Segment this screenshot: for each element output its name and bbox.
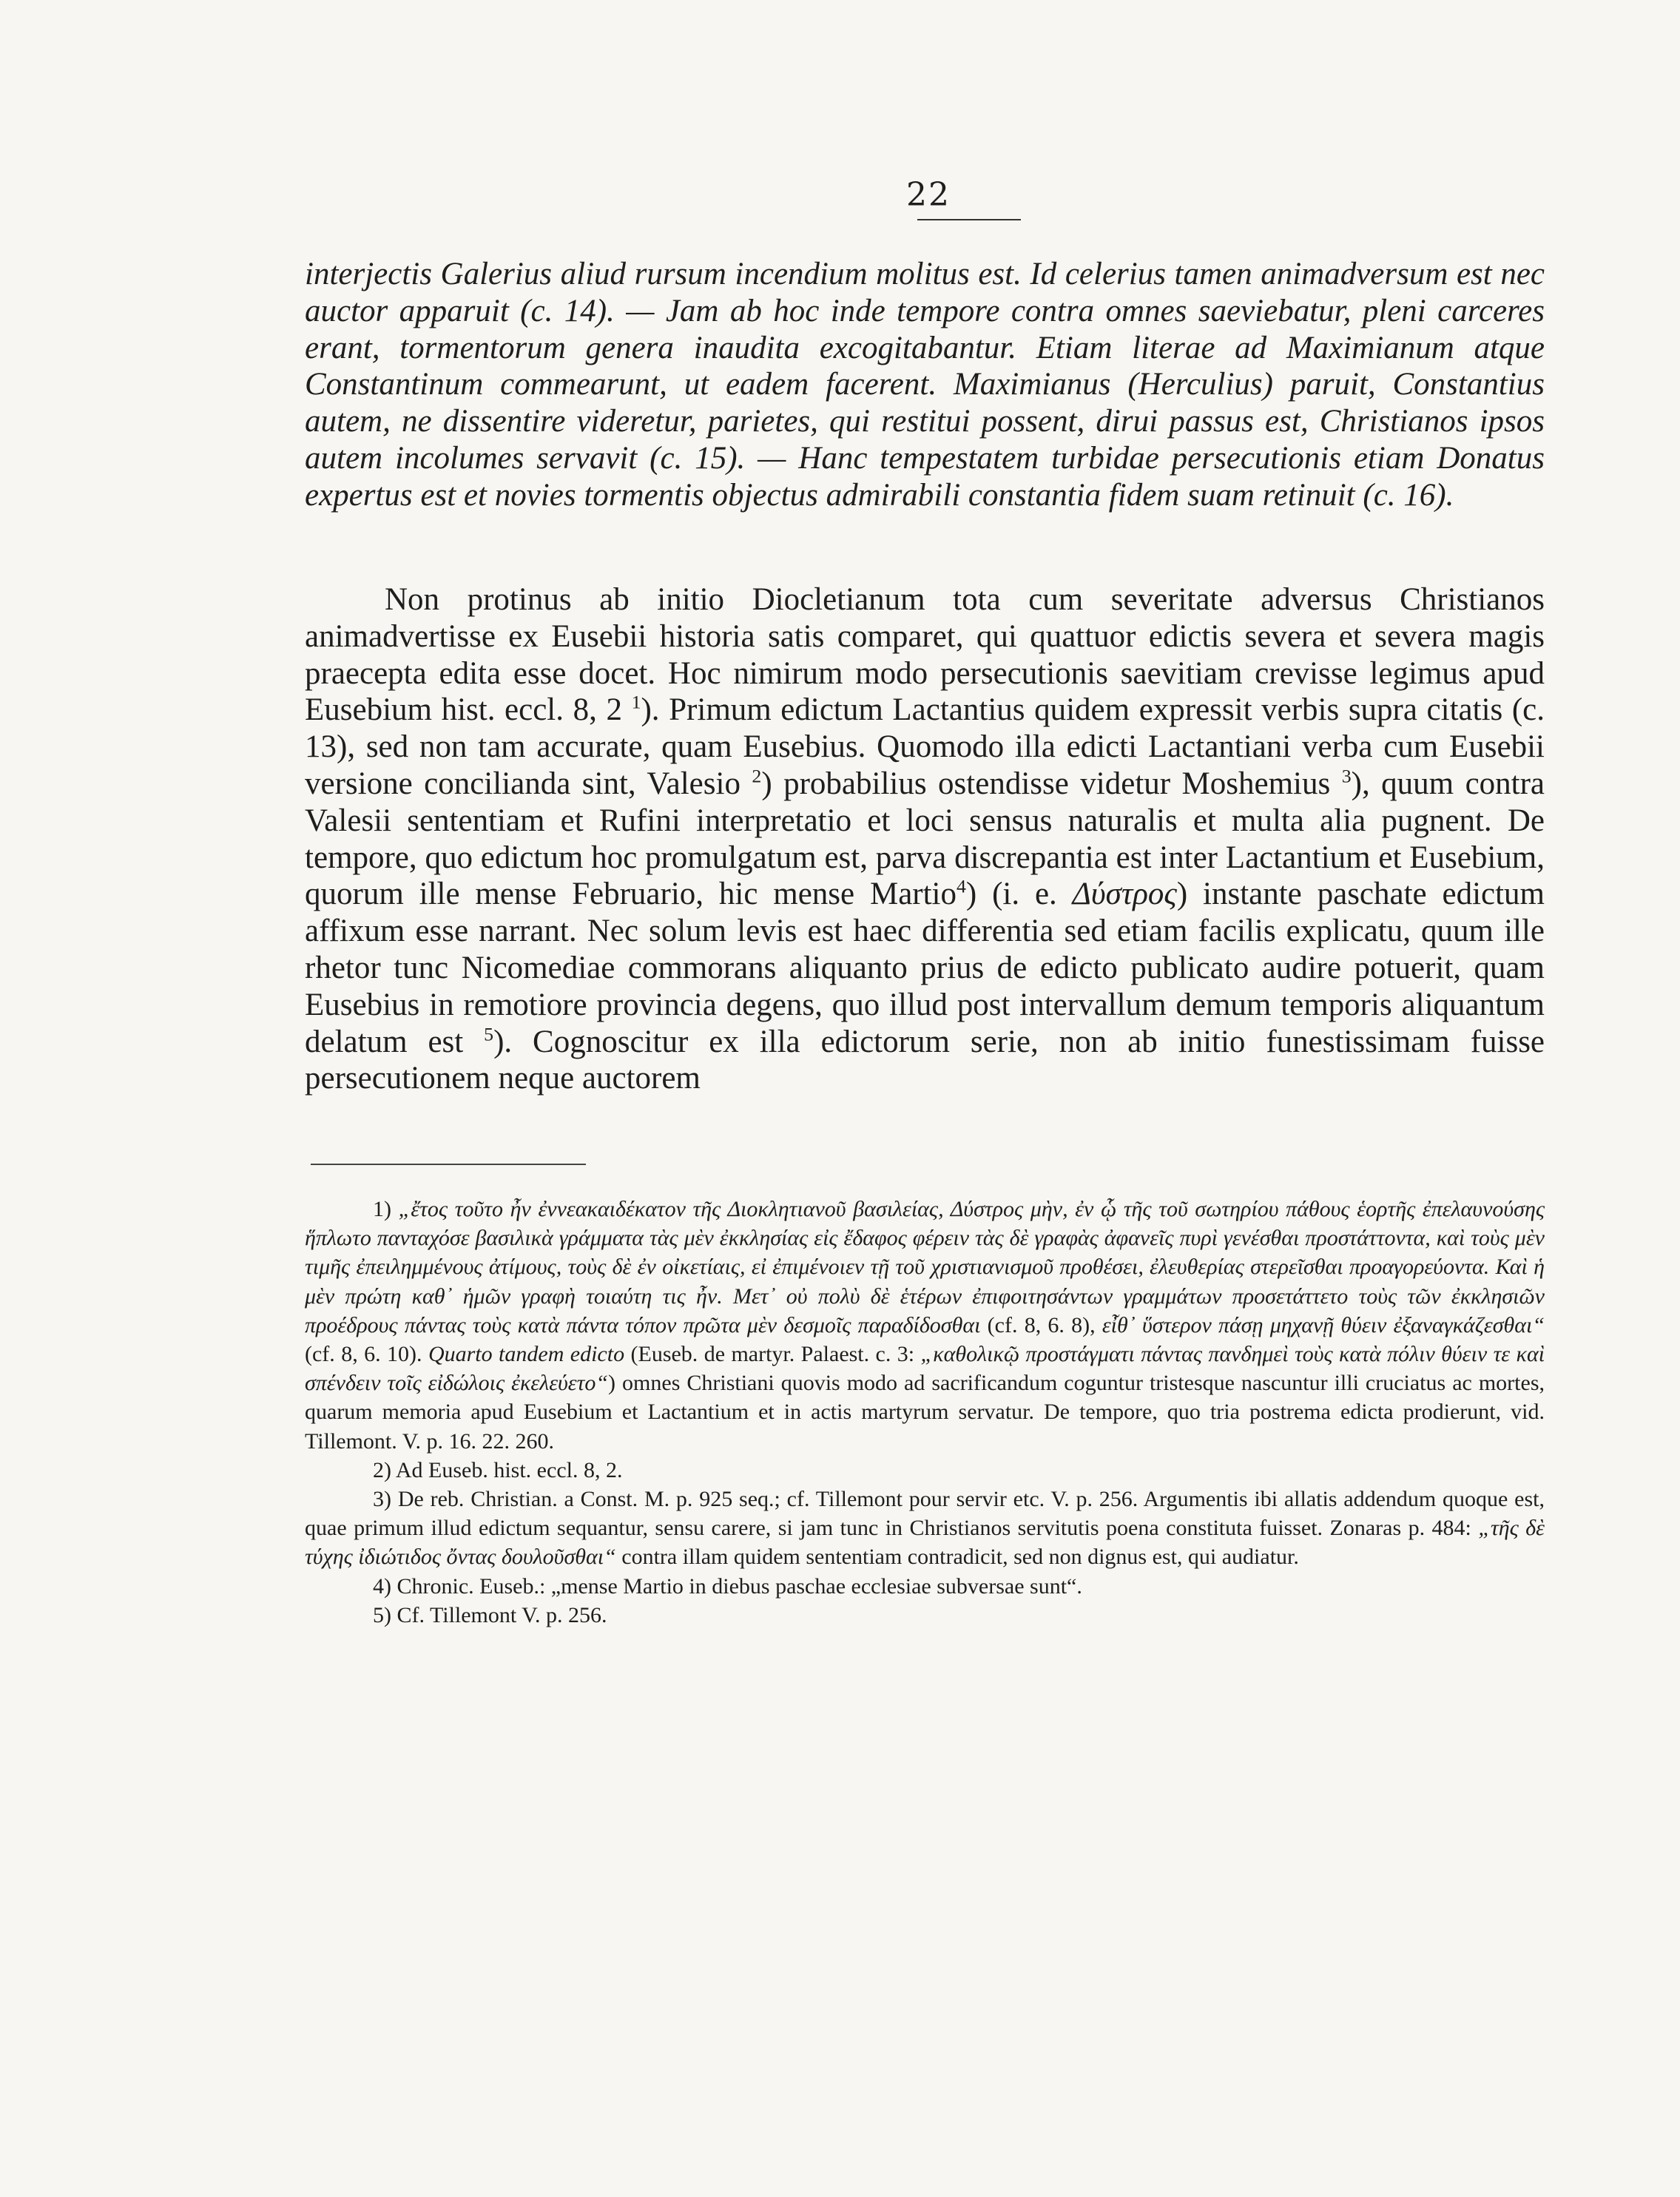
footnote-ref-5: 5: [484, 1023, 494, 1045]
main-text-segment: ) probabilius ostendisse videtur Moshemius: [761, 766, 1331, 801]
footnote-3-text: De reb. Christian. a Const. M. p. 925 seq.; cf. Tillemont pour servir etc. V. p. 256. Argumentis ibi allatis addendum quoque est, quae primum illud edictum sequantur, sensu carere, si jam tunc in Christianos servitutis poena constituta fuisset. Zonaras p. 484:: [305, 1487, 1545, 1541]
footnote-2-text: Ad Euseb. hist. eccl. 8, 2.: [395, 1457, 623, 1482]
footnote-1-reference-2: (cf. 8, 6. 10).: [305, 1342, 422, 1367]
footnote-5-label: 5): [373, 1602, 391, 1627]
footnote-ref-4: 4: [957, 876, 966, 898]
footnote-1-greek-quote-3: „καθολικῷ προστάγματι πάντας πανδημεὶ τοὺς κατὰ πόλιν θύειν τε καὶ σπένδειν τοῖς εἰδώλοις ἐκελεύετο“: [305, 1342, 1545, 1396]
page-number: 22: [906, 176, 951, 214]
footnote-3-greek-quote: „τῆς δὲ τύχης ἰδιώτιδος ὄντας δουλοῦσθαι“: [305, 1516, 1545, 1570]
footnote-1-greek-quote: „ἔτος τοῦτο ἦν ἐννεακαιδέκατον τῆς Διοκλητιανοῦ βασιλείας, Δύστρος μὴν, ἐν ᾧ τῆς τοῦ σωτηρίου πάθους ἑορτῆς ἐπελαυνούσης ἥπλωτο πανταχόσε βασιλικὰ γράμματα τὰς μὲν ἐκκλησίας εἰς ἔδαφος φέρειν τὰς δὲ γραφὰς ἀφανεῖς πυρὶ γενέσθαι προστάττοντα, καὶ τοὺς μὲν τιμῆς ἐπειλημμένους ἀτίμους, τοὺς δὲ ἐν οἰκετίαις, εἰ ἐπιμένοιεν τῇ τοῦ χριστιανισμοῦ προθέσει, ἐλευθερίας στερεῖσθαι προαγορεύοντα. Καὶ ἡ μὲν πρώτη καθ᾽ ἡμῶν γραφὴ τοιαύτη τις ἦν. Μετ᾽ οὐ πολὺ δὲ ἑτέρων ἐπιφοιτησάντων γραμμάτων προσετάττετο τοὺς τῶν ἐκκλησιῶν προέδρους πάντας τοὺς κατὰ πάντα τόπον πρῶτα μὲν δεσμοῖς παραδίδοσθαι: [305, 1197, 1545, 1337]
footnote-ref-3: 3: [1341, 765, 1352, 787]
main-text-segment: ). Cognoscitur ex illa edictorum serie, non ab initio funestissimam fuisse persecutionem neque auctorem: [305, 1024, 1545, 1096]
main-text: [305, 581, 1545, 1097]
chapter-summary: [305, 256, 1545, 514]
footnote-3: [305, 1485, 1545, 1572]
footnote-4: [305, 1572, 1545, 1601]
footnote-5: [305, 1601, 1545, 1630]
footnote-5-text: Cf. Tillemont V. p. 256.: [397, 1602, 607, 1627]
footnote-1-text: ) omnes Christiani quovis modo ad sacrificandum coguntur tristesque nascuntur illi cruciatus ac mortes, quarum memoria apud Eusebium et Lactantium et in actis martyrum servatur. De tempore, quo tria postrema edicta prodierunt, vid. Tillemont. V. p. 16. 22. 260.: [305, 1371, 1545, 1454]
footnote-ref-1: 1: [631, 692, 641, 714]
footnotes: [305, 1195, 1545, 1630]
footnote-4-label: 4): [373, 1573, 391, 1599]
page-number-rule: [917, 219, 1021, 220]
footnote-1-reference: (cf. 8, 6. 8),: [987, 1312, 1096, 1337]
footnote-2: [305, 1456, 1545, 1485]
footnote-separator: [311, 1164, 586, 1165]
greek-month-name: Δύστρος: [1072, 877, 1177, 912]
footnote-ref-2: 2: [752, 765, 762, 787]
main-text-segment: ) (i. e.: [965, 877, 1057, 912]
footnote-1-reference-3: (Euseb. de martyr. Palaest. c. 3:: [630, 1342, 915, 1367]
footnote-1-italic: Quarto tandem edicto: [428, 1342, 625, 1367]
footnote-1: [305, 1195, 1545, 1456]
footnote-4-text: Chronic. Euseb.: „mense Martio in diebus paschae ecclesiae subversae sunt“.: [397, 1573, 1082, 1599]
footnote-2-label: 2): [373, 1457, 391, 1482]
footnote-3-text-2: contra illam quidem sententiam contradicit, sed non dignus est, qui audiatur.: [621, 1545, 1299, 1570]
summary-paragraph: interjectis Galerius aliud rursum incendium molitus est. Id celerius tamen animadversum est nec auctor apparuit (c. 14). — Jam ab hoc inde tempore contra omnes saeviebatur, pleni carceres erant, tormentorum genera inaudita excogitabantur. Etiam literae ad Maximianum atque Constantinum commearunt, ut eadem facerent. Maximianus (Herculius) paruit, Constantius autem, ne dissentire videretur, parietes, qui restitui possent, dirui passus est, Christianos ipsos autem incolumes servavit (c. 15). — Hanc tempestatem turbidae persecutionis etiam Donatus expertus est et novies tormentis objectus admirabili constantia fidem suam retinuit (c. 16).: [305, 257, 1545, 513]
footnote-1-greek-quote-2: εἶθ᾽ ὕστερον πάσῃ μηχανῇ θύειν ἐξαναγκάζεσθαι“: [1102, 1312, 1545, 1337]
footnote-1-label: 1): [373, 1197, 391, 1221]
footnote-3-label: 3): [373, 1487, 391, 1512]
main-text-segment: ) instante paschate edictum affixum esse narrant. Nec solum levis est haec differentia sed etiam facilis explicatu, quum ille rhetor tunc Nicomediae commorans aliquanto prius de edicto publicato audire potuerit, quam Eusebius in remotiore provincia degens, quo illud post intervallum demum temporis aliquantum delatum est: [305, 877, 1545, 1059]
main-text-segment: ). Primum edictum Lactantius quidem expressit verbis supra citatis (c. 13), sed non tam accurate, quam Eusebius. Quomodo illa edicti Lactantiani verba cum Eusebii versione concilianda sint, Valesio: [305, 692, 1545, 801]
main-paragraph: [305, 581, 1545, 1097]
main-text-segment: Non protinus ab initio Diocletianum tota cum severitate adversus Christianos animadvertisse ex Eusebii historia satis comparet, qui quattuor edictis severa et severa magis praecepta edita esse docet. Hoc nimirum modo persecutionis saevitiam crevisse legimus apud Eusebium hist. eccl. 8, 2: [305, 582, 1545, 728]
main-text-segment: ), quum contra Valesii sententiam et Rufini interpretatio et loci sensus naturalis et multa alia pugnent. De tempore, quo edictum hoc promulgatum est, parva discrepantia est inter Lactantium et Eusebium, quorum ille mense Februario, hic mense Martio: [305, 766, 1545, 912]
